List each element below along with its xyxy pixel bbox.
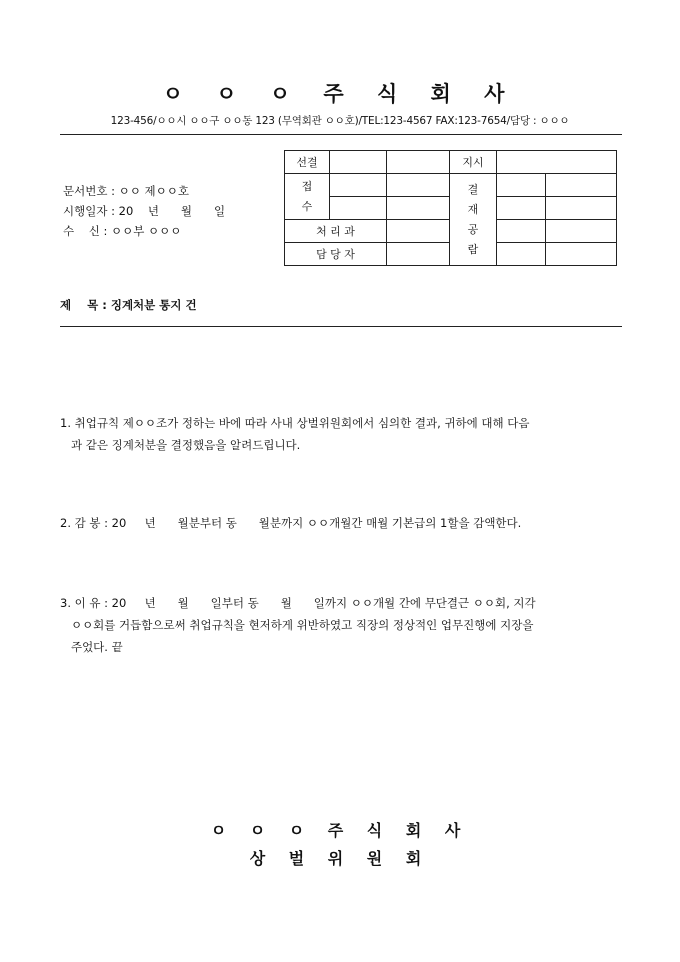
company-title: ㅇ ㅇ ㅇ 주 식 회 사 <box>162 82 518 106</box>
jeop-char: 접 <box>301 179 313 193</box>
header-divider <box>60 134 622 135</box>
cell-blank <box>330 197 387 220</box>
company-address-line: 123-456/ㅇㅇ시 ㅇㅇ구 ㅇㅇ동 123 (무역회관 ㅇㅇ호)/TEL:123-4567 FAX:123-7654/담당 : ㅇㅇㅇ <box>110 115 570 127</box>
cell-blank <box>387 197 450 220</box>
cell-blank <box>387 174 450 197</box>
gyeol-char: 결 <box>467 182 479 196</box>
paragraph-line: 과 같은 징계처분을 결정했음을 알려드립니다. <box>60 438 301 452</box>
cell-cheorigwa: 처 리 과 <box>285 220 387 243</box>
recipient: 수 신 : ㅇㅇ부 ㅇㅇㅇ <box>63 224 182 238</box>
cell-blank <box>387 220 450 243</box>
cell-jisi: 지시 <box>450 151 497 174</box>
paragraph-line: 주었다. 끝 <box>60 640 123 654</box>
paragraph-line: ㅇㅇ회를 거듭함으로써 취업규칙을 현저하게 위반하였고 직장의 정상적인 업무진행에 지장을 <box>60 618 534 632</box>
document-meta <box>63 181 225 241</box>
issue-date: 시행일자 : 20 년 월 일 <box>63 204 226 218</box>
paragraph-3 <box>60 592 622 658</box>
cell-blank <box>546 174 617 197</box>
footer-committee: 상 벌 위 원 회 <box>249 849 431 868</box>
cell-blank <box>330 151 387 174</box>
paragraph-line: 3. 이 유 : 20 년 월 일부터 동 월 일까지 ㅇㅇ개월 간에 무단결근 ㅇㅇ회, 지각 <box>60 596 536 610</box>
cell-gyeoljae-gongram <box>450 174 497 266</box>
cell-blank <box>330 174 387 197</box>
su-char: 수 <box>301 199 313 213</box>
cell-jeopsu <box>285 174 330 220</box>
cell-blank <box>546 220 617 243</box>
cell-blank <box>546 243 617 266</box>
cell-blank <box>387 243 450 266</box>
paragraph-1 <box>60 412 622 456</box>
cell-damdangja: 담 당 자 <box>285 243 387 266</box>
subject-line: 제 목 : 징계처분 통지 건 <box>60 298 197 312</box>
paragraph-line: 2. 감 봉 : 20 년 월분부터 동 월분까지 ㅇㅇ개월간 매월 기본급의 1할을 감액한다. <box>60 516 522 530</box>
cell-blank <box>497 151 617 174</box>
cell-blank <box>497 174 546 197</box>
paragraph-2 <box>60 512 622 534</box>
jae-char: 재 <box>467 202 479 216</box>
approval-table <box>284 150 617 266</box>
cell-blank <box>497 220 546 243</box>
gong-char: 공 <box>467 222 479 236</box>
cell-seongyeol: 선결 <box>285 151 330 174</box>
cell-blank <box>546 197 617 220</box>
subject-divider <box>60 326 622 327</box>
ram-char: 람 <box>467 242 479 256</box>
footer-company: ㅇ ㅇ ㅇ 주 식 회 사 <box>210 821 470 840</box>
cell-blank <box>497 243 546 266</box>
cell-blank <box>497 197 546 220</box>
cell-blank <box>387 151 450 174</box>
paragraph-line: 1. 취업규칙 제ㅇㅇ조가 정하는 바에 따라 사내 상벌위원회에서 심의한 결과, 귀하에 대해 다음 <box>60 416 530 430</box>
doc-number: 문서번호 : ㅇㅇ 제ㅇㅇ호 <box>63 184 189 198</box>
